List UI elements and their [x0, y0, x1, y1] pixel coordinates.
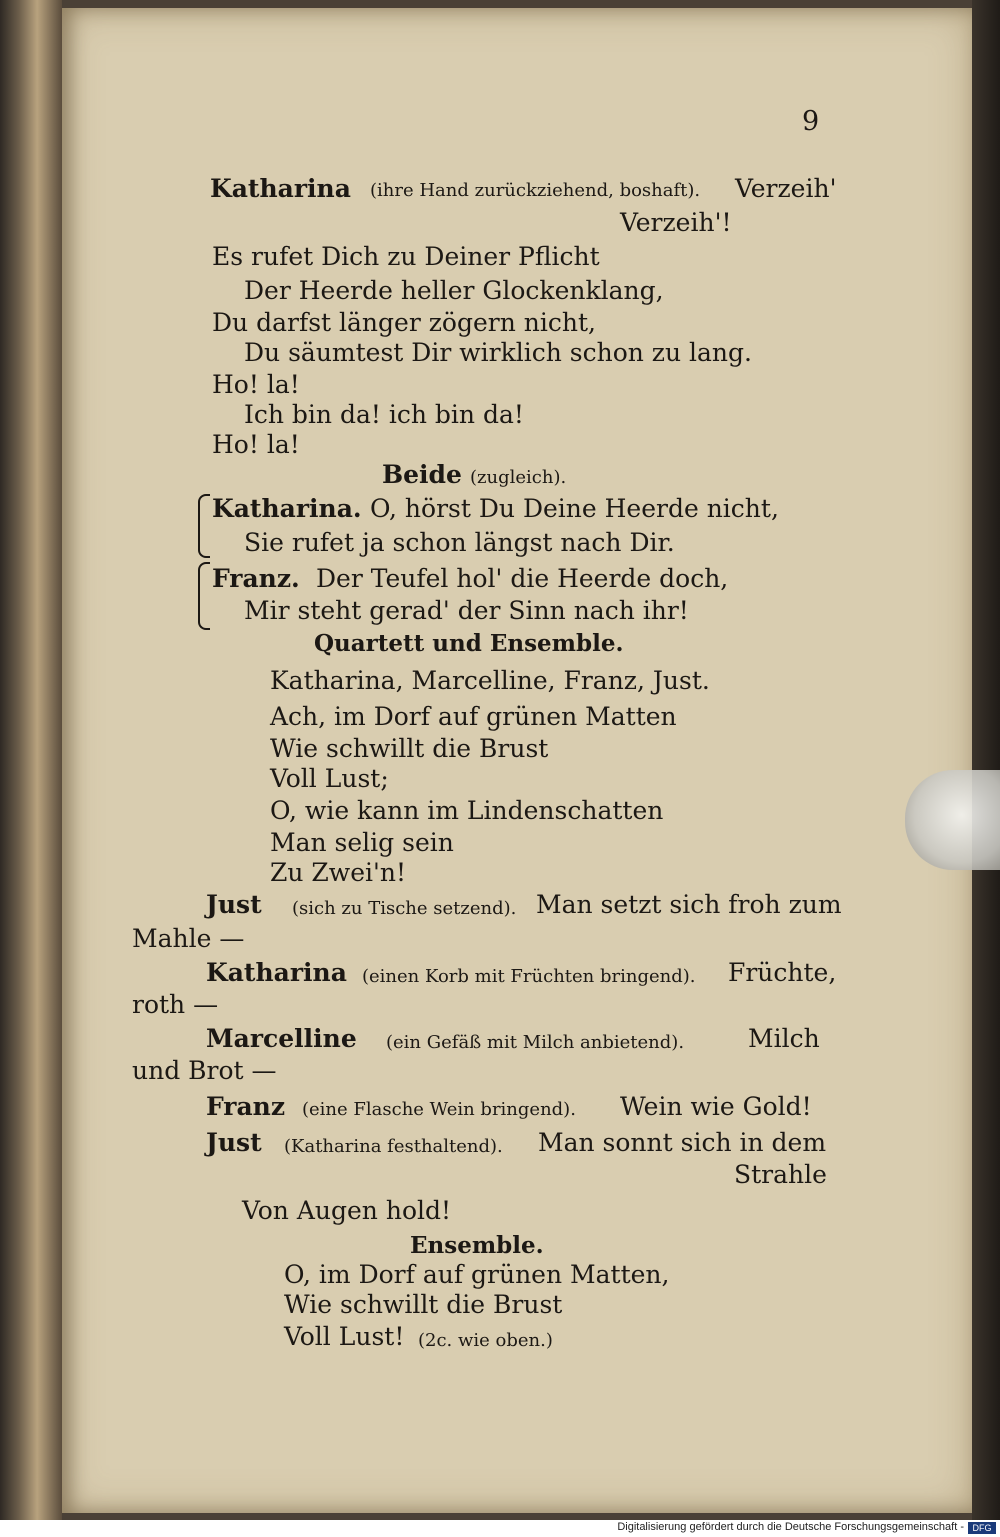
verse-line: Mir steht gerad' der Sinn nach ihr!: [244, 596, 689, 625]
verse-line: Du säumtest Dir wirklich schon zu lang.: [244, 338, 752, 367]
verse-line: Wie schwillt die Brust: [270, 734, 549, 763]
verse-line: Der Heerde heller Glockenklang,: [244, 276, 664, 305]
verse-line: Ach, im Dorf auf grünen Matten: [270, 702, 677, 731]
speaker-just: Just: [206, 890, 262, 919]
verse-line: Ho! la!: [212, 430, 300, 459]
dialogue-text: Der Teufel hol' die Heerde doch,: [316, 564, 729, 593]
stage-direction: (zugleich).: [470, 467, 567, 488]
verse-line: Sie rufet ja schon längst nach Dir.: [244, 528, 675, 557]
verse-line: Ho! la!: [212, 370, 300, 399]
dfg-logo: DFG: [968, 1522, 996, 1534]
speaker-franz: Franz: [206, 1092, 286, 1121]
dialogue-text: Milch: [748, 1024, 820, 1053]
speaker-marcelline: Marcelline: [206, 1024, 357, 1053]
dialogue-text: Man setzt sich froh zum: [536, 890, 842, 919]
verse-line: Zu Zwei'n!: [270, 858, 406, 887]
book-spine: [0, 0, 62, 1520]
brace-bottom: [198, 562, 210, 630]
verse-line: Es rufet Dich zu Deiner Pflicht: [212, 242, 600, 271]
dialogue-text: Verzeih'!: [620, 208, 732, 237]
speaker-katharina: Katharina: [210, 174, 351, 203]
verse-line: Man selig sein: [270, 828, 454, 857]
speaker-katharina: Katharina.: [212, 494, 362, 523]
page-edge: [972, 0, 1000, 1520]
verse-line: O, im Dorf auf grünen Matten,: [284, 1260, 670, 1289]
dialogue-text: Man sonnt sich in dem: [538, 1128, 827, 1157]
heading-ensemble: Ensemble.: [410, 1232, 544, 1259]
cast-list: Katharina, Marcelline, Franz, Just.: [270, 666, 710, 695]
dialogue-text: Strahle: [734, 1160, 827, 1189]
dialogue-text: und Brot —: [132, 1056, 277, 1085]
footer-credit: Digitalisierung gefördert durch die Deutsche Forschungsgemeinschaft -: [617, 1521, 964, 1533]
stage-direction: (einen Korb mit Früchten bringend).: [362, 966, 696, 987]
stage-direction: (ein Gefäß mit Milch anbietend).: [386, 1032, 685, 1053]
verse-line: Voll Lust;: [270, 764, 389, 793]
dialogue-text: Verzeih': [735, 174, 837, 203]
heading-quartett: Quartett und Ensemble.: [314, 630, 624, 657]
verse-line: Du darfst länger zögern nicht,: [212, 308, 596, 337]
page-number: 9: [802, 106, 820, 137]
dialogue-text: Wein wie Gold!: [620, 1092, 812, 1121]
dialogue-text: roth —: [132, 990, 219, 1019]
speaker-just: Just: [206, 1128, 262, 1157]
brace-top: [198, 494, 210, 558]
verse-line: O, wie kann im Lindenschatten: [270, 796, 664, 825]
verse-line: Ich bin da! ich bin da!: [244, 400, 524, 429]
stage-direction: (eine Flasche Wein bringend).: [302, 1099, 576, 1120]
page-clip: [905, 770, 1000, 870]
dialogue-text: Mahle —: [132, 924, 245, 953]
speaker-katharina: Katharina: [206, 958, 347, 987]
verse-line: Von Augen hold!: [242, 1196, 452, 1225]
stage-direction: (2c. wie oben.): [418, 1330, 553, 1351]
stage-direction: (Katharina festhaltend).: [284, 1136, 503, 1157]
dialogue-text: O, hörst Du Deine Heerde nicht,: [370, 494, 779, 523]
verse-line: Wie schwillt die Brust: [284, 1290, 563, 1319]
verse-line: Voll Lust!: [284, 1322, 405, 1351]
stage-direction: (sich zu Tische setzend).: [292, 898, 517, 919]
stage-direction: (ihre Hand zurückziehend, boshaft).: [370, 180, 701, 201]
heading-beide: Beide: [382, 460, 462, 489]
speaker-franz: Franz.: [212, 564, 300, 593]
dialogue-text: Früchte,: [728, 958, 837, 987]
